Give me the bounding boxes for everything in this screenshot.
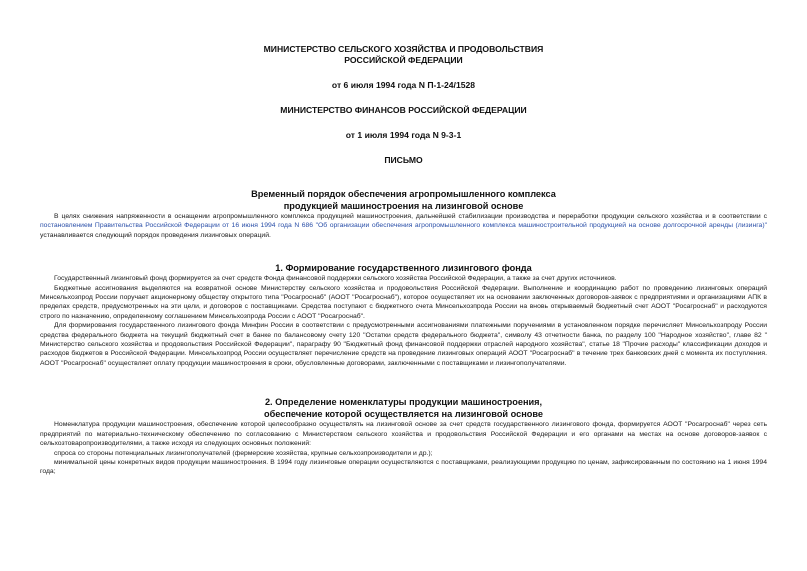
ministry-agriculture-line2: РОССИЙСКОЙ ФЕДЕРАЦИИ [344,55,463,65]
section2-paragraph-1: Номенклатура продукции машиностроения, обеспечение которой целесообразно осуществлять на лизинговой основе за счет средств государственного лизингового фонда, формируется АООТ "Росагроснаб" через сеть предприятий по материально-техническому обеспечению по согласованию с Министерством сельского хозяйства и продовольствия Российской Федерации и его органами на местах на основе договоров-заявок с сельхозтоваропроизводителями, а также исходя из следующих основных положений: [40,421,767,448]
intro-paragraph [40,212,767,240]
document-type: ПИСЬМО [384,155,423,165]
section2-paragraph-3: минимальной цены конкретных видов продукции машиностроения. В 1994 году лизинговые операции осуществляются с поставщиками, реализующими продукцию по ценам, зафиксированным по состоянию на 1 июня 1994 года; [40,458,767,476]
document-title-line1: Временный порядок обеспечения агропромышленного комплекса [251,189,556,199]
section1-paragraph-3: Для формирования государственного лизингового фонда Минфин России в соответствии с предусмотренными ассигнованиями платежными поручениями в установленном порядке перечисляет Минсельхозпроду России средства федерального бюджета на текущий бюджетный счет в банке по балансовому счету 120 "Остатки средств федерального бюджета", символу 43 отчетности банка, по разделу 100 "Народное хозяйство", главе 82 " Министерство сельского хозяйства и продовольствия Российской Федерации", параграфу 90 "Бюджетный фонд финансовой поддержки отраслей народного хозяйства", статье 18 "Прочие расходы" классификации доходов и расходов бюджетов в Российской Федерации. Минсельхозпрод России осуществляет перечисление средств на проведение лизинговых операций АООТ "Росагроснаб" в течение трех банковских дней с момента их поступления. АООТ "Росагроснаб" осуществляет оплату продукции машиностроения в сроки, обусловленные договорами, заключенными с поставщиками и лизингополучателями. [40,322,767,367]
intro-text-end: устанавливается следующий порядок проведения лизинговых операций. [40,231,271,239]
document-date-number-2: от 1 июля 1994 года N 9-3-1 [345,130,462,140]
document-date-number-1: от 6 июля 1994 года N П-1-24/1528 [331,80,476,90]
section2-heading-line2: обеспечение которой осуществляется на лизинговой основе [263,409,544,420]
government-resolution-link[interactable]: постановлением Правительства Российской Федерации от 16 июня 1994 года N 686 "Об организации обеспечения агропромышленного комплекса машиностроительной продукцией на основе долгосрочной аренды (лизинга)" [40,222,767,230]
section1-paragraph-2: Бюджетные ассигнования выделяются на возвратной основе Министерству сельского хозяйства и продовольствия Российской Федерации. Выполнение и координацию работ по проведению лизинговых операций Минсельхозпрод России поручает акционерному обществу открытого типа "Росагроснаб" (АООТ "Росагроснаб"), которое осуществляет их на основании заключенных договоров-заявок с предприятиями и организациями АПК в пределах средств, предусмотренных на эти цели, и договоров с поставщиками. Средства поступают с бюджетного счета Минсельхозпрода России на вновь открываемый бюджетный счет АООТ "Росагроснаб" и расходуются строго по назначению, определенному соглашением Минсельхозпрода России с АООТ "Росагроснаб". [40,284,767,320]
section2-paragraph-2: спроса со стороны потенциальных лизингополучателей (фермерские хозяйства, крупные сельхозпроизводители и др.); [54,449,433,457]
section1-paragraph-1: Государственный лизинговый фонд формируется за счет средств Фонда финансовой поддержки сельского хозяйства Российской Федерации, а также за счет других источников. [54,275,617,283]
ministry-agriculture-line1: МИНИСТЕРСТВО СЕЛЬСКОГО ХОЗЯЙСТВА И ПРОДОВОЛЬСТВИЯ [263,44,544,54]
ministry-finance: МИНИСТЕРСТВО ФИНАНСОВ РОССИЙСКОЙ ФЕДЕРАЦИИ [280,105,527,115]
document-title-line2: продукцией машиностроения на лизинговой основе [283,201,524,211]
section1-heading: 1. Формирование государственного лизингового фонда [275,263,532,274]
intro-text-start: В целях снижения напряженности в оснащении агропромышленного комплекса продукцией машиностроения, дальнейшей стабилизации производства и переработки продукции сельского хозяйства и в соответствии с [54,213,767,220]
section2-heading-line1: 2. Определение номенклатуры продукции машиностроения, [264,397,543,408]
